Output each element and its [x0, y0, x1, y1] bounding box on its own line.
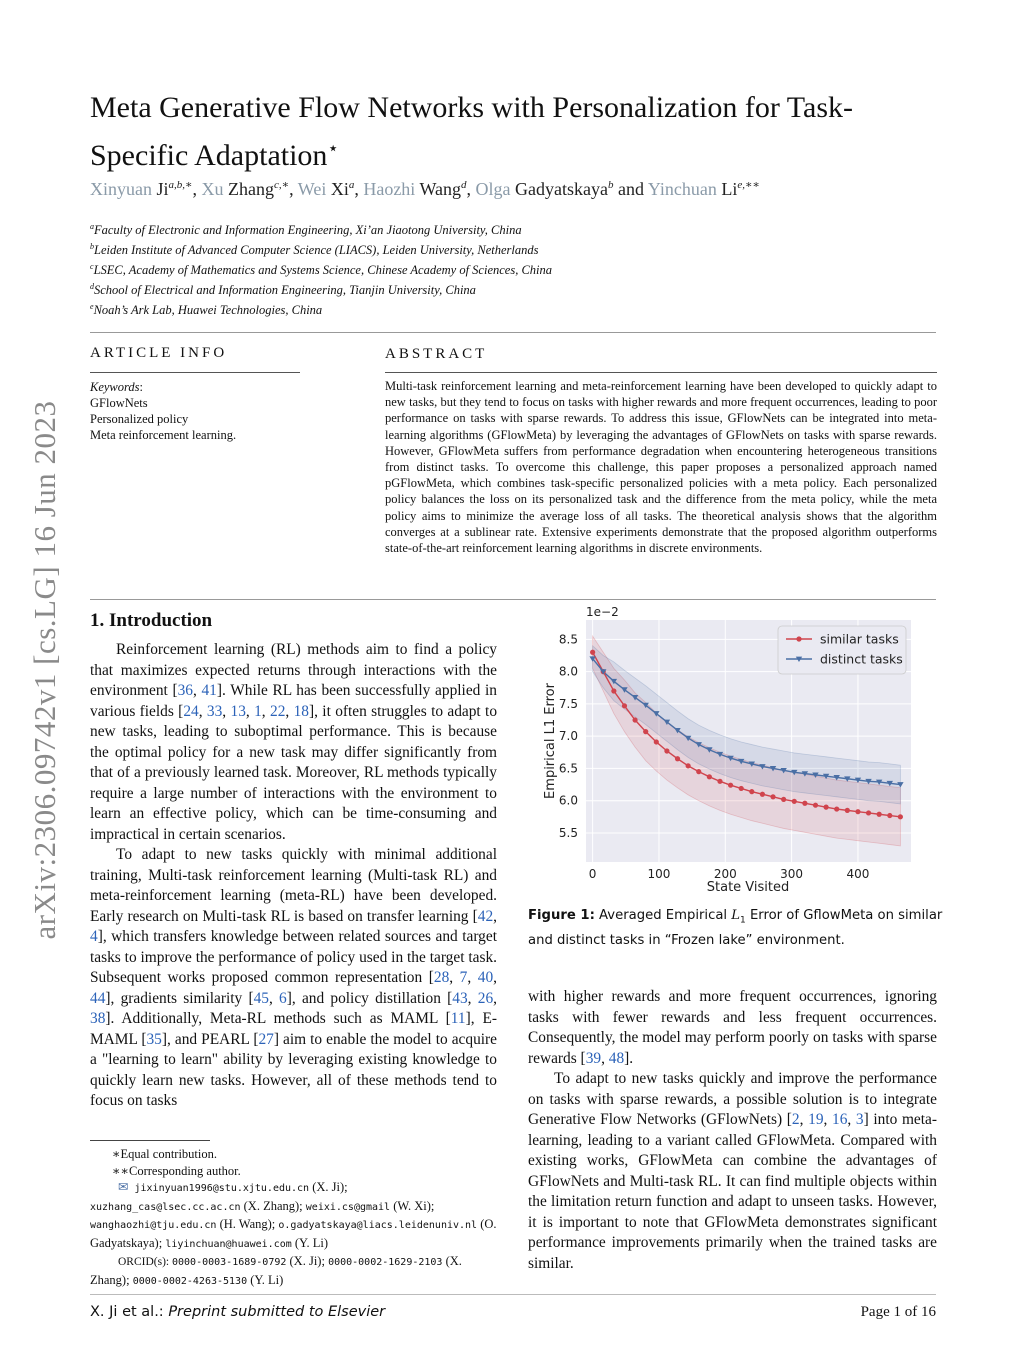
citation-link[interactable]: 24 — [183, 702, 199, 720]
data-point — [611, 688, 616, 693]
y-tick-label: 6.5 — [558, 761, 578, 776]
keyword-item: Meta reinforcement learning. — [90, 428, 237, 442]
data-point — [887, 813, 892, 818]
orcid-label: ORCID(s): — [118, 1256, 172, 1268]
citation-link[interactable]: 44 — [90, 989, 106, 1007]
x-tick-label: 100 — [647, 867, 671, 881]
data-point — [855, 809, 860, 814]
keyword-item: Personalized policy — [90, 412, 189, 426]
caption-math-sub: 1 — [740, 915, 746, 926]
citation-link[interactable]: 22 — [270, 702, 286, 720]
author-first-name: Wei — [297, 179, 331, 199]
affiliation-mark: b — [90, 242, 94, 251]
citation-link[interactable]: 7 — [459, 969, 468, 986]
author-list — [90, 178, 950, 200]
caption-text-1: Averaged Empirical — [594, 908, 732, 923]
citation-link[interactable]: 36 — [177, 682, 193, 699]
author-last-name: Li — [721, 179, 738, 199]
figure-caption — [528, 906, 943, 950]
citation-link[interactable]: 26 — [477, 989, 494, 1007]
citation-link[interactable]: 6 — [279, 989, 287, 1007]
affiliation-text: LSEC, Academy of Mathematics and Systems Science, Chinese Academy of Sciences, China — [93, 263, 553, 278]
orcid-owner: (X. Ji); — [286, 1254, 329, 1268]
affiliation-text: Noah’s Ark Lab, Huawei Technologies, China — [93, 303, 323, 318]
author-affil-marks: d — [461, 179, 467, 191]
citation-link[interactable]: 43 — [452, 989, 468, 1007]
title-star: ⋆ — [327, 138, 339, 158]
footnote-corresponding: ∗∗Corresponding author. — [112, 1163, 241, 1178]
page-number: Page 1 of 16 — [860, 1304, 936, 1320]
author-first-name: Yinchuan — [647, 179, 722, 199]
affiliation-mark: e — [90, 302, 94, 311]
left-column-text — [90, 640, 497, 1112]
data-point — [845, 808, 850, 813]
data-point — [802, 801, 807, 806]
caption-math: L — [731, 908, 741, 923]
author-last-name: Zhang — [228, 179, 274, 199]
title-text: Meta Generative Flow Networks with Personalization for Task-Specific Adaptation — [90, 91, 853, 172]
citation-link[interactable]: 39 — [585, 1049, 602, 1067]
caption-label: Figure 1: — [528, 908, 595, 923]
right-column-text — [528, 987, 937, 1274]
figure-1-chart — [528, 598, 938, 898]
data-point — [707, 774, 712, 779]
author-affil-marks: c,∗ — [273, 179, 290, 191]
citation-link[interactable]: 16 — [832, 1111, 848, 1128]
header-divider — [90, 332, 936, 333]
author-separator: , — [354, 179, 364, 199]
data-point — [877, 812, 882, 817]
footnote-equal: ∗Equal contribution. — [112, 1147, 218, 1161]
author-separator: , — [289, 179, 298, 199]
author-first-name: Xinyuan — [90, 179, 157, 199]
footnote-emails — [90, 1179, 500, 1253]
affiliation-line — [90, 242, 950, 258]
email-owner: (X. Ji); — [309, 1180, 348, 1194]
citation-link[interactable]: 48 — [608, 1049, 625, 1067]
data-point — [824, 805, 829, 810]
citation-link[interactable]: 11 — [450, 1010, 466, 1027]
email-address[interactable]: liyinchuan@huawei.com — [165, 1238, 292, 1250]
author-affil-marks: a,b,∗ — [168, 179, 193, 191]
paragraph: Reinforcement learning (RL) methods aim to find a policy that maximizes expected returns through interactions with the environment [36, 41]. While RL has been successfully applied in various fields [24, 33, 13, 1, 22, 18], it often struggles to adapt to new tasks, leading to suboptimal performance. This is because the optimal policy for a new task may differ significantly from that of a previously learned task. Moreover, RL methods typically require a large number of interactions with the environment to learn an effective policy, which can be time-consuming and impractical in certain scenarios. — [90, 641, 498, 843]
citation-link[interactable]: 18 — [293, 702, 309, 720]
y-axis-label: Empirical L1 Error — [543, 683, 558, 799]
paragraph: To adapt to new tasks quickly and improve the performance on tasks with sparse rewards, a possible solution is to integrate Generative Flow Networks (GFlowNets) [2, 19, 16, 3] into meta-learning, leading to a variant called GFlowMeta. Compared with existing works, GFlowMeta can combine the advantages of GFlowNets and Multi-task RL. It can find multiple objects within the limitation return function and adapt to unseen tasks. However, it is important to note that GFlowMeta demonstrates significant performance improvements primarily when the trained tasks are similar. — [528, 1070, 937, 1272]
citation-link[interactable]: 13 — [230, 702, 246, 720]
keywords-label: Keywords — [90, 380, 140, 394]
citation-link[interactable]: 42 — [477, 907, 494, 925]
email-address[interactable]: wanghaozhi@tju.edu.cn — [90, 1220, 217, 1231]
orcid-id[interactable]: 0000-0003-1689-0792 — [172, 1257, 287, 1268]
orcid-owner: (X. Zhang); — [90, 1254, 462, 1287]
affiliation-mark: c — [90, 262, 94, 271]
data-point — [739, 786, 744, 791]
y-tick-label: 8.5 — [558, 632, 578, 647]
author-separator: , — [466, 179, 476, 199]
affiliation-text: Faculty of Electronic and Information Engineering, Xi’an Jiaotong University, China — [94, 223, 522, 238]
article-info-rule — [90, 372, 300, 373]
footnotes — [90, 1146, 500, 1290]
email-icon: ✉ — [118, 1180, 129, 1194]
email-address[interactable]: jixinyuan1996@stu.xjtu.edu.cn — [134, 1183, 310, 1194]
footer-left — [90, 1304, 385, 1320]
article-info-heading: ARTICLE INFO — [90, 345, 228, 361]
abstract-rule — [385, 372, 937, 373]
email-owner: (H. Wang); — [216, 1217, 279, 1231]
email-owner: (O. Gadyatskaya); — [90, 1217, 497, 1250]
citation-link[interactable]: 33 — [206, 702, 223, 720]
affiliation-line — [90, 222, 950, 238]
data-point — [749, 789, 754, 794]
legend-label: similar tasks — [820, 631, 899, 647]
data-point — [686, 763, 691, 768]
chart-legend — [778, 626, 906, 674]
y-tick-label: 8.0 — [558, 664, 578, 679]
y-tick-label: 7.5 — [558, 696, 578, 711]
x-tick-label: 200 — [713, 867, 737, 881]
data-point — [898, 814, 903, 819]
data-point — [622, 703, 627, 708]
data-point — [770, 794, 775, 799]
email-owner: (W. Xi); — [390, 1198, 435, 1213]
citation-link[interactable]: 35 — [146, 1030, 162, 1048]
author-last-name: Ji — [156, 179, 169, 199]
affiliation-line — [90, 262, 950, 278]
citation-link[interactable]: 4 — [90, 928, 98, 945]
citation-link[interactable]: 1 — [254, 702, 262, 720]
citation-link[interactable]: 27 — [258, 1030, 274, 1048]
data-point — [632, 717, 637, 722]
paragraph: with higher rewards and more frequent occurrences, ignoring tasks with fewer rewards and less frequent occurrences. Consequently, the model may perform poorly on tasks with sparse rewards [39, 48]. — [528, 988, 937, 1067]
keyword-item: GFlowNets — [90, 396, 148, 410]
citation-link[interactable]: 41 — [201, 682, 217, 699]
orcid-owner: (Y. Li) — [247, 1272, 284, 1287]
affiliation-line — [90, 282, 950, 298]
affiliation-text: Leiden Institute of Advanced Computer Science (LIACS), Leiden University, Netherlands — [94, 243, 539, 258]
author-affil-marks: a — [348, 179, 355, 191]
data-point — [781, 797, 786, 802]
y-tick-label: 5.5 — [558, 825, 578, 840]
author-first-name: Haozhi — [363, 179, 420, 199]
author-first-name: Xu — [201, 179, 228, 199]
author-last-name: Wang — [419, 179, 462, 199]
paper-title — [90, 88, 950, 176]
section-heading: 1. Introduction — [90, 610, 213, 631]
x-tick-label: 400 — [846, 867, 870, 881]
citation-link[interactable]: 40 — [477, 969, 494, 986]
data-point — [760, 792, 765, 797]
author-separator: , — [192, 179, 202, 199]
orcid-id[interactable]: 0000-0002-4263-5130 — [132, 1275, 248, 1287]
email-owner: (Y. Li) — [291, 1235, 328, 1250]
x-tick-label: 300 — [780, 867, 804, 881]
data-point — [834, 806, 839, 811]
data-point — [792, 799, 797, 804]
email-address[interactable]: xuzhang_cas@lsec.cc.ac.cn — [90, 1201, 241, 1213]
legend-label: distinct tasks — [820, 651, 903, 667]
affiliation-mark: d — [90, 282, 94, 291]
data-point — [590, 650, 595, 655]
data-point — [654, 739, 659, 744]
y-tick-label: 6.0 — [558, 793, 578, 808]
abstract-text: Multi-task reinforcement learning and meta-reinforcement learning have been developed to quickly adapt to new tasks, but they tend to focus on tasks with higher rewards and more frequent occurrences, leading to poor performance on tasks with sparse rewards. To address this issue, GFlowNets can be integrated into meta-learning algorithms (GFlowMeta) by leveraging the advantages of GFlowNets on tasks with sparse rewards. However, GFlowMeta suffers from performance degradation when encountering heterogeneous transitions from distinct tasks. To overcome this challenge, this paper proposes a personalized approach named pGFlowMeta, which combines task-specific personalized policies with a meta policy. Each personalized policy balances the loss on its personalized task and the difference from the meta policy, while the meta policy aims to minimize the average loss of all tasks. The theoretical analysis shows that the algorithm converges at a sublinear rate. Extensive experiments demonstrate that the proposed algorithm outperforms state-of-the-art reinforcement learning algorithms in discrete environments. — [385, 379, 937, 556]
data-point — [664, 748, 669, 753]
author-first-name: Olga — [475, 179, 516, 199]
citation-link[interactable]: 28 — [433, 969, 450, 986]
citation-link[interactable]: 45 — [253, 989, 269, 1007]
x-axis-label: State Visited — [706, 880, 790, 895]
abstract-heading: ABSTRACT — [385, 346, 488, 362]
data-point — [717, 779, 722, 784]
author-last-name: Xi — [330, 179, 349, 199]
citation-link[interactable]: 2 — [791, 1111, 800, 1128]
orcid-id[interactable]: 0000-0002-1629-2103 — [328, 1257, 443, 1268]
affiliation-line — [90, 302, 950, 318]
data-point — [696, 769, 701, 774]
affiliation-text: School of Electrical and Information Engineering, Tianjin University, China — [94, 283, 476, 298]
author-last-name: Gadyatskaya — [515, 179, 608, 199]
arxiv-stamp — [20, 370, 70, 970]
data-point — [675, 756, 680, 761]
footer-authors: X. Ji et al.: — [90, 1304, 169, 1320]
footnote-orcids — [90, 1253, 500, 1290]
email-address[interactable]: weixi.cs@gmail — [305, 1201, 391, 1213]
author-affil-marks: b — [608, 179, 614, 191]
citation-link[interactable]: 38 — [90, 1010, 106, 1027]
keywords-block: Keywords: GFlowNets Personalized policy Meta reinforcement learning. — [90, 379, 310, 443]
data-point — [866, 810, 871, 815]
citation-link[interactable]: 3 — [855, 1111, 864, 1128]
author-separator: and — [613, 179, 648, 199]
axis-scale-label: 1e−2 — [586, 605, 619, 619]
author-affil-marks: e,∗∗ — [737, 179, 760, 191]
paragraph: To adapt to new tasks quickly with minimal additional training, Multi-task reinforcement learning (Multi-task RL) and meta-reinforcement learning (meta-RL) have been developed. Early research on Multi-task RL is based on transfer learning [42, 4], which transfers knowledge between related sources and target tasks to improve the performance of policy used in the target task. Subsequent works proposed common representation [28, 7, 40, 44], gradients similarity [45, 6], and policy distillation [43, 26, 38]. Additionally, Meta-RL methods such as MAML [11], E-MAML [35], and PEARL [27] aim to enable the model to acquire a "learning to learn" ability by leveraging existing knowledge to quickly learn new tasks. However, all of these methods tend to focus on tasks — [90, 846, 497, 1109]
email-owner: (X. Zhang); — [240, 1198, 306, 1213]
footer-divider — [90, 1294, 936, 1295]
arxiv-id: arXiv:2306.09742v1 [cs.LG] 16 Jun 2023 — [27, 400, 62, 940]
footer-preprint: Preprint submitted to Elsevier — [168, 1304, 386, 1320]
legend-marker — [796, 636, 801, 641]
y-tick-label: 7.0 — [558, 729, 578, 744]
caption-text-2: Error of GflowMeta on similar and distinct tasks in “Frozen lake” environment. — [528, 908, 943, 948]
data-point — [643, 729, 648, 734]
affiliation-mark: a — [90, 222, 94, 231]
data-point — [728, 783, 733, 788]
x-tick-label: 0 — [588, 867, 597, 881]
data-point — [813, 803, 818, 808]
email-address[interactable]: o.gadyatskaya@liacs.leidenuniv.nl — [278, 1220, 478, 1231]
citation-link[interactable]: 19 — [808, 1111, 824, 1128]
footnote-rule — [90, 1140, 210, 1141]
